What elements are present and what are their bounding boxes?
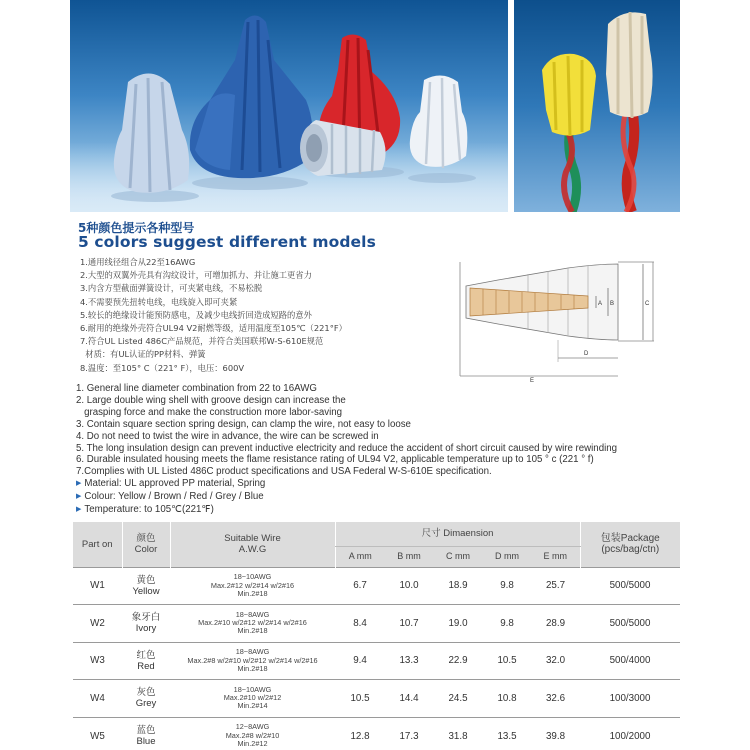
diagram-label-c: C (645, 301, 650, 307)
feature-cn-item: 2.大型的双翼外壳具有沟纹设计，可增加抓力、并让施工更省力 (80, 270, 312, 281)
header-package (580, 522, 680, 567)
cell-color-cn: 红色 (136, 649, 156, 661)
cell-wire-max: Max.2#10 w/2#12 (223, 693, 282, 703)
cell-wire (170, 680, 335, 718)
header-wire-line2: A.W.G (238, 544, 267, 556)
cell-color (122, 642, 170, 680)
feature-cn-item: 6.耐用的绝缘外壳符合UL94 V2耐燃等级，适用温度至105℃（221°F） (80, 323, 347, 334)
heading-english: 5 colors suggest different models (78, 233, 376, 251)
cell-package: 100/3000 (580, 680, 680, 718)
dimension-diagram (458, 258, 673, 383)
cell-a: 9.4 (335, 642, 385, 680)
header-color-cn: 颜色 (136, 533, 156, 545)
features-chinese-list (80, 256, 460, 375)
cell-color-cn: 象牙白 (131, 612, 161, 624)
cell-d: 9.8 (483, 605, 531, 643)
header-package-line2: (pcs/bag/ctn) (601, 544, 660, 556)
table-row (73, 605, 680, 643)
cell-color-en: Red (137, 660, 155, 672)
cell-wire-min: Min.2#18 (237, 588, 268, 598)
cell-part: W1 (73, 567, 122, 605)
cell-wire-max: Max.2#10 w/2#12 w/2#14 w/2#16 (198, 618, 307, 628)
header-color (122, 522, 170, 567)
cell-color (122, 605, 170, 643)
cell-package: 500/5000 (580, 567, 680, 605)
cell-wire-max: Max.2#12 w/2#14 w/2#16 (210, 580, 295, 590)
header-package-line1: 包装Package (600, 533, 660, 545)
header-color-en: Color (134, 544, 158, 556)
feature-cn-item: 5.较长的绝缘设计能预防感电，及减少电线折回造成短路的意外 (80, 309, 312, 320)
cell-e: 25.7 (531, 567, 580, 605)
cell-wire-min: Min.2#12 (237, 739, 268, 749)
cell-wire (170, 642, 335, 680)
table-row (73, 567, 680, 605)
feature-en-item: 1. General line diameter combination from 22 to 16AWG (76, 383, 317, 394)
feature-en-item: 3. Contain square section spring design, can clamp the wire, not easy to loose (76, 418, 411, 430)
cell-b: 10.7 (385, 605, 433, 643)
header-c: C mm (433, 546, 483, 567)
cell-color-cn: 灰色 (136, 687, 156, 699)
cell-package: 100/2000 (580, 717, 680, 750)
cell-part: W5 (73, 717, 122, 750)
cell-d: 10.5 (483, 642, 531, 680)
cell-wire-min: Min.2#14 (237, 701, 268, 711)
cell-part: W3 (73, 642, 122, 680)
heading-chinese: 5种颜色提示各种型号 (78, 221, 195, 235)
feature-cn-item: 1.通用线径组合从22至16AWG (80, 257, 196, 267)
cell-wire (170, 567, 335, 605)
cell-color-en: Ivory (135, 623, 157, 635)
header-a: A mm (335, 546, 385, 567)
cell-wire-range: 18~8AWG (235, 647, 270, 657)
cell-b: 17.3 (385, 717, 433, 750)
header-b: B mm (385, 546, 433, 567)
cell-wire-range: 18~8AWG (235, 609, 270, 619)
cell-c: 22.9 (433, 642, 483, 680)
cell-e: 28.9 (531, 605, 580, 643)
cell-color-en: Grey (135, 698, 157, 710)
cell-wire-max: Max.2#8 w/2#10 (225, 730, 280, 740)
feature-en-item: 4. Do not need to twist the wire in advance, the wire can be screwed in (76, 430, 379, 442)
cell-d: 13.5 (483, 717, 531, 750)
feature-en-item: grasping force and make the construction more labor-saving (76, 406, 343, 418)
header-e: E mm (531, 546, 580, 567)
cell-b: 14.4 (385, 680, 433, 718)
table-row (73, 680, 680, 718)
header-part-on: Part on (73, 522, 122, 567)
feature-cn-item: 7.符合UL Listed 486C产品规范，并符合美国联邦W-S-610E规范 (80, 336, 324, 347)
feature-bullet-material: ▶ Material: UL approved PP material, Spring (76, 478, 691, 491)
cell-color-cn: 黄色 (136, 574, 156, 586)
feature-en-item: 7.Complies with UL Listed 486C product specifications and USA Federal W-S-610E specification. (76, 466, 492, 478)
cell-e: 32.0 (531, 642, 580, 680)
feature-en-item: 6. Durable insulated housing meets the flame resistance rating of UL94 V2, applicable temperature up to 105 ° c (221 ° f) (76, 454, 594, 466)
cell-wire-range: 18~10AWG (233, 684, 272, 694)
header-wire-line1: Suitable Wire (224, 533, 281, 545)
feature-cn-item: 材质：有UL认证的PP材料、弹簧 (80, 349, 206, 360)
cell-a: 8.4 (335, 605, 385, 643)
feature-en-item: 5. The long insulation design can prevent inductive electricity and reduce the accident of short circuit caused by wire rewinding (76, 442, 618, 454)
cell-c: 24.5 (433, 680, 483, 718)
cell-d: 10.8 (483, 680, 531, 718)
table-row (73, 717, 680, 750)
cell-wire (170, 605, 335, 643)
cell-color-en: Blue (136, 736, 156, 747)
cell-part: W4 (73, 680, 122, 718)
cell-color-cn: 蓝色 (136, 725, 156, 736)
cell-color (122, 680, 170, 718)
table-row (73, 642, 680, 680)
cell-wire-min: Min.2#18 (237, 626, 268, 636)
diagram-label-e: E (530, 378, 535, 383)
cell-wire-max: Max.2#8 w/2#10 w/2#12 w/2#14 w/2#16 (187, 655, 318, 665)
installed-connectors-illustration (514, 0, 680, 212)
cell-wire (170, 717, 335, 750)
cell-c: 19.0 (433, 605, 483, 643)
cell-d: 9.8 (483, 567, 531, 605)
cell-e: 39.8 (531, 717, 580, 750)
features-english-list (76, 383, 691, 517)
cell-color-en: Yellow (132, 585, 160, 597)
diagram-label-b: B (610, 301, 615, 307)
product-photo-caps (70, 0, 508, 212)
cell-wire-min: Min.2#18 (237, 663, 268, 673)
cell-c: 18.9 (433, 567, 483, 605)
header-dimension: 尺寸 Dimaension (335, 522, 580, 546)
header-suitable-wire (170, 522, 335, 567)
cell-b: 10.0 (385, 567, 433, 605)
diagram-label-d: D (584, 351, 589, 357)
cell-e: 32.6 (531, 680, 580, 718)
cell-package: 500/5000 (580, 605, 680, 643)
feature-bullet-temperature: ▶ Temperature: to 105℃(221℉) (76, 504, 691, 517)
cell-b: 13.3 (385, 642, 433, 680)
cell-package: 500/4000 (580, 642, 680, 680)
cell-c: 31.8 (433, 717, 483, 750)
spec-table (73, 522, 680, 750)
cell-wire-range: 12~8AWG (235, 722, 270, 732)
feature-en-item: 2. Large double wing shell with groove design can increase the (76, 394, 346, 406)
cell-a: 12.8 (335, 717, 385, 750)
cell-color (122, 567, 170, 605)
cell-a: 10.5 (335, 680, 385, 718)
cell-color (122, 717, 170, 750)
cell-wire-range: 18~10AWG (233, 572, 272, 582)
diagram-label-a: A (598, 301, 603, 307)
cell-part: W2 (73, 605, 122, 643)
product-photo-installed (514, 0, 680, 212)
feature-cn-item: 8.温度：至105° C（221° F），电压：600V (80, 362, 245, 373)
feature-cn-item: 3.内含方型截面弹簧设计，可夹紧电线，不易松脱 (80, 283, 263, 294)
wire-caps-illustration (70, 0, 508, 212)
cell-a: 6.7 (335, 567, 385, 605)
feature-cn-item: 4.不需要预先扭转电线，电线旋入即可夹紧 (80, 296, 238, 307)
feature-bullet-colour: ▶ Colour: Yellow / Brown / Red / Grey / Blue (76, 491, 691, 504)
header-d: D mm (483, 546, 531, 567)
